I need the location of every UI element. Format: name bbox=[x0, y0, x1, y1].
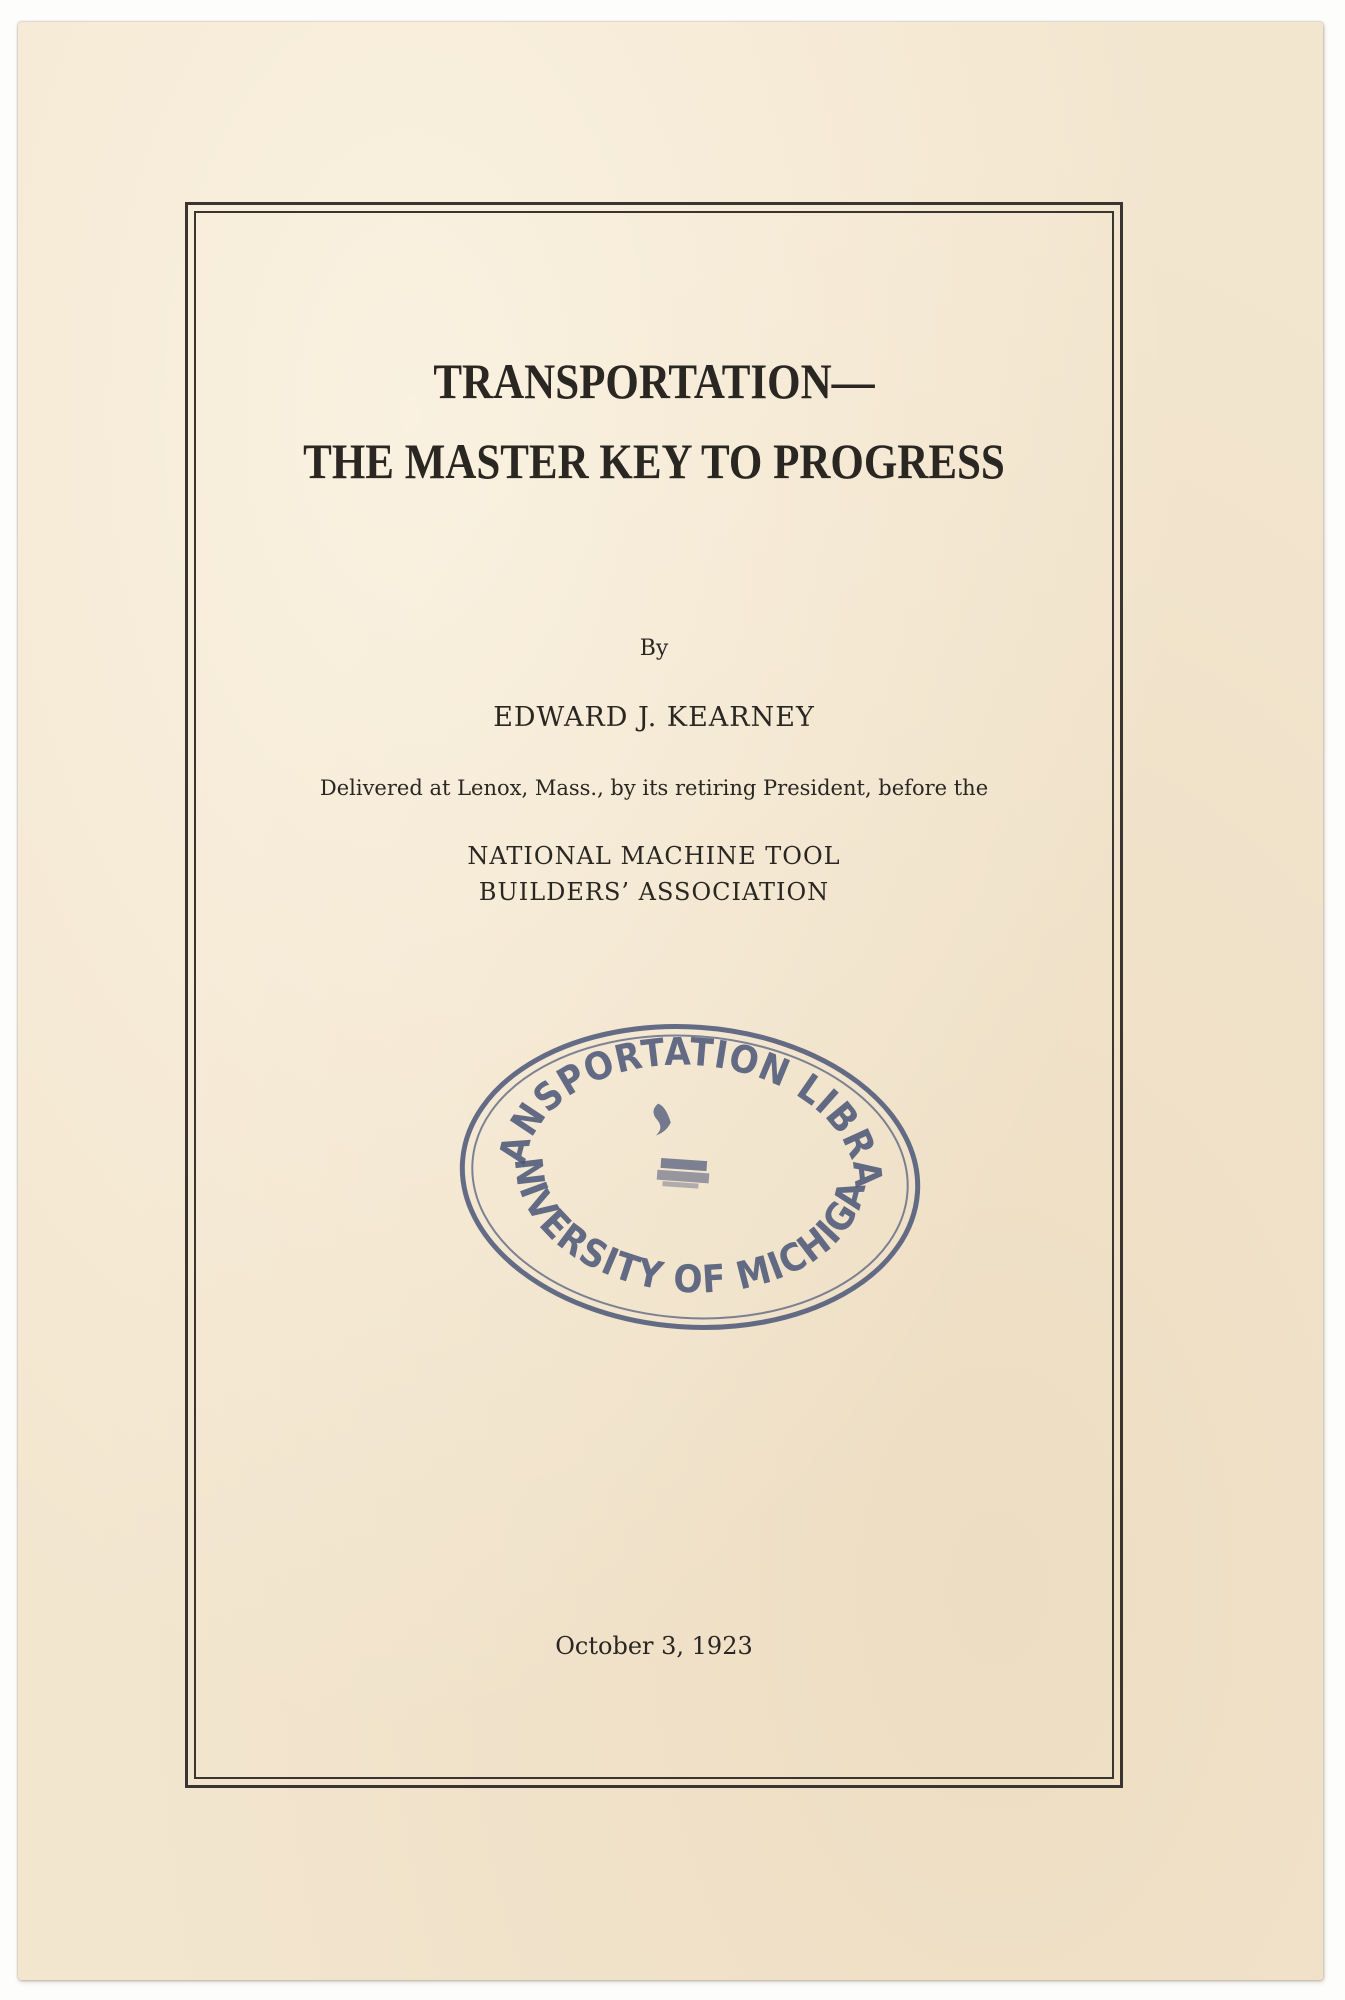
stamp-top-text: TRANSPORTATION LIBRARY bbox=[490, 1029, 891, 1191]
library-stamp-seal bbox=[455, 1020, 925, 1335]
organization-line-2: BUILDERS’ ASSOCIATION bbox=[478, 878, 830, 906]
title-line-1: TRANSPORTATION— bbox=[433, 353, 875, 409]
organization-line-1: NATIONAL MACHINE TOOL bbox=[467, 842, 841, 870]
delivered-statement: Delivered at Lenox, Mass., by its retiring President, before the bbox=[319, 776, 989, 800]
title-line-2: THE MASTER KEY TO PROGRESS bbox=[303, 433, 1005, 489]
author-name: EDWARD J. KEARNEY bbox=[493, 702, 815, 733]
by-label: By bbox=[639, 636, 669, 661]
stamp-bottom-text: UNIVERSITY OF MICHIGAN bbox=[505, 1154, 875, 1302]
publication-date: October 3, 1923 bbox=[555, 1632, 753, 1660]
